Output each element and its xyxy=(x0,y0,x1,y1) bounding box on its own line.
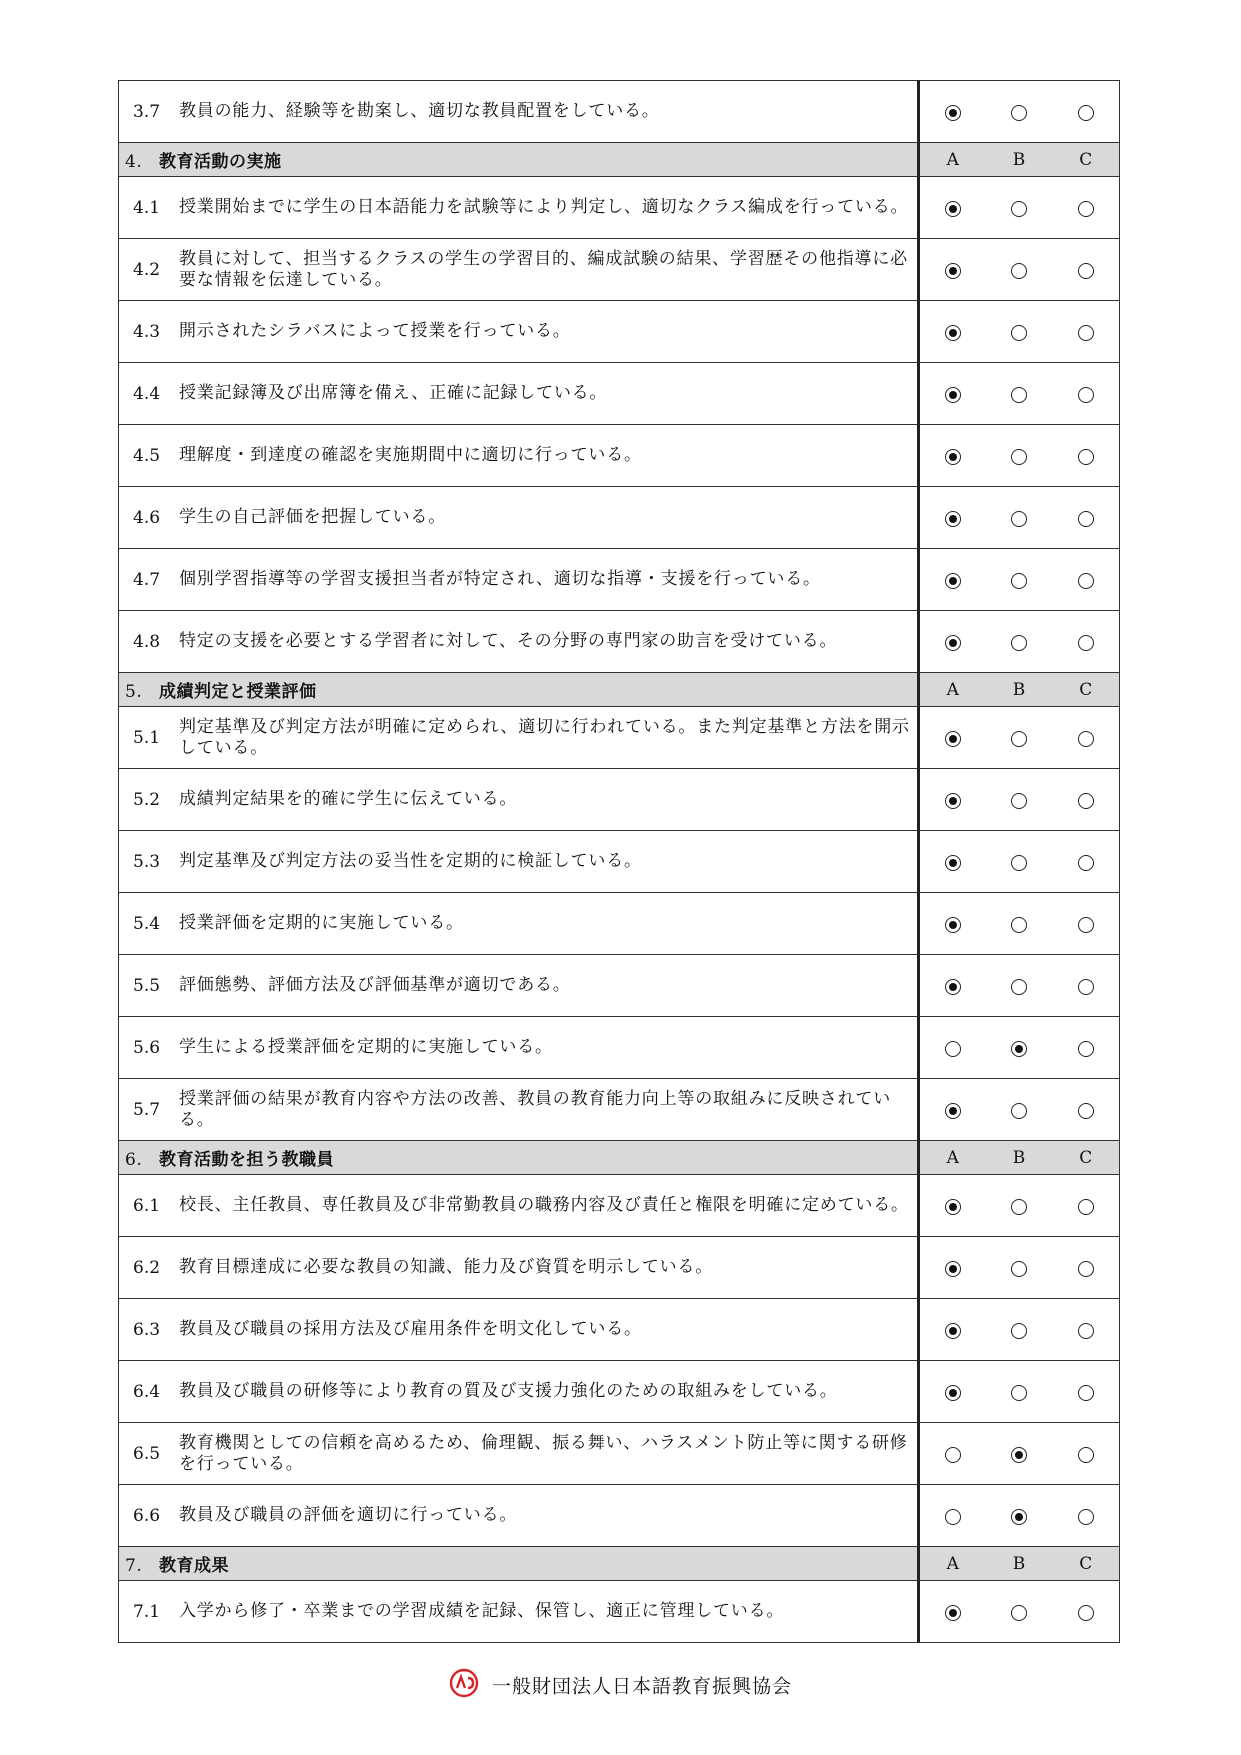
criteria-row xyxy=(119,611,1120,673)
criteria-text: 学生による授業評価を定期的に実施している。 xyxy=(179,1037,553,1057)
rating-cell-a xyxy=(919,363,986,425)
criteria-number: 6.6 xyxy=(133,1505,161,1526)
criteria-text: 授業評価の結果が教育内容や方法の改善、教員の教育能力向上等の取組みに反映されている。 xyxy=(179,1088,891,1130)
criteria-cell xyxy=(119,955,919,1017)
rating-cell-b xyxy=(986,1079,1053,1141)
radio-b-icon[interactable] xyxy=(1011,263,1027,279)
rating-cell-b xyxy=(986,177,1053,239)
criteria-row xyxy=(119,487,1120,549)
criteria-text: 開示されたシラバスによって授業を行っている。 xyxy=(179,321,571,341)
criteria-text: 教員及び職員の研修等により教育の質及び支援力強化のための取組みをしている。 xyxy=(179,1381,838,1401)
criteria-text: 学生の自己評価を把握している。 xyxy=(179,507,446,527)
criteria-row xyxy=(119,363,1120,425)
criteria-cell xyxy=(119,1423,919,1485)
criteria-text: 理解度・到達度の確認を実施期間中に適切に行っている。 xyxy=(179,445,642,465)
section-number: 6. xyxy=(125,1150,143,1170)
rating-cell-a xyxy=(919,1175,986,1237)
criteria-number: 4.4 xyxy=(133,383,161,404)
rating-cell-b xyxy=(986,1361,1053,1423)
criteria-cell xyxy=(119,81,919,143)
radio-c-icon[interactable] xyxy=(1078,855,1094,871)
criteria-number: 4.6 xyxy=(133,507,161,528)
criteria-cell xyxy=(119,1237,919,1299)
association-logo-icon xyxy=(449,1668,479,1702)
criteria-number: 5.4 xyxy=(133,913,161,934)
rating-cell-a xyxy=(919,1017,986,1079)
radio-b-icon[interactable] xyxy=(1011,1323,1027,1339)
radio-c-icon[interactable] xyxy=(1078,449,1094,465)
section-header-row xyxy=(119,143,1120,177)
criteria-number: 5.7 xyxy=(133,1099,161,1120)
rating-cell-a xyxy=(919,487,986,549)
radio-a-icon[interactable] xyxy=(945,1605,961,1621)
radio-a-icon[interactable] xyxy=(945,511,961,527)
radio-a-icon[interactable] xyxy=(945,105,961,121)
rating-cell-c xyxy=(1053,1581,1120,1643)
rating-cell-a xyxy=(919,707,986,769)
criteria-row xyxy=(119,1485,1120,1547)
radio-c-icon[interactable] xyxy=(1078,917,1094,933)
rating-cell-c xyxy=(1053,363,1120,425)
section-title xyxy=(119,143,919,177)
rating-cell-b xyxy=(986,769,1053,831)
radio-b-icon[interactable] xyxy=(1011,449,1027,465)
section-number: 7. xyxy=(125,1556,143,1576)
radio-c-icon[interactable] xyxy=(1078,1103,1094,1119)
radio-c-icon[interactable] xyxy=(1078,1605,1094,1621)
criteria-text: 特定の支援を必要とする学習者に対して、その分野の専門家の助言を受けている。 xyxy=(179,631,838,651)
criteria-cell xyxy=(119,1299,919,1361)
criteria-cell xyxy=(119,425,919,487)
criteria-cell xyxy=(119,177,919,239)
rating-cell-c xyxy=(1053,893,1120,955)
section-title xyxy=(119,673,919,707)
criteria-text: 教員の能力、経験等を勘案し、適切な教員配置をしている。 xyxy=(179,101,660,121)
radio-b-icon[interactable] xyxy=(1011,855,1027,871)
criteria-text: 授業評価を定期的に実施している。 xyxy=(179,913,464,933)
criteria-text: 個別学習指導等の学習支援担当者が特定され、適切な指導・支援を行っている。 xyxy=(179,569,821,589)
rating-cell-c xyxy=(1053,1237,1120,1299)
column-header-b: B xyxy=(986,673,1053,707)
column-header-c: C xyxy=(1053,143,1120,177)
radio-a-icon[interactable] xyxy=(945,1323,961,1339)
criteria-row xyxy=(119,301,1120,363)
criteria-row xyxy=(119,1361,1120,1423)
criteria-row xyxy=(119,1423,1120,1485)
criteria-row xyxy=(119,831,1120,893)
radio-a-icon[interactable] xyxy=(945,201,961,217)
radio-a-icon[interactable] xyxy=(945,855,961,871)
radio-c-icon[interactable] xyxy=(1078,1199,1094,1215)
radio-b-icon[interactable] xyxy=(1011,1041,1027,1057)
criteria-row xyxy=(119,707,1120,769)
criteria-cell xyxy=(119,301,919,363)
rating-cell-c xyxy=(1053,425,1120,487)
radio-b-icon[interactable] xyxy=(1011,1385,1027,1401)
radio-b-icon[interactable] xyxy=(1011,1199,1027,1215)
rating-cell-c xyxy=(1053,955,1120,1017)
radio-b-icon[interactable] xyxy=(1011,201,1027,217)
radio-c-icon[interactable] xyxy=(1078,1509,1094,1525)
criteria-cell xyxy=(119,1581,919,1643)
section-number: 4. xyxy=(125,152,143,172)
radio-b-icon[interactable] xyxy=(1011,325,1027,341)
section-label: 教育活動を担う教職員 xyxy=(159,1150,334,1170)
criteria-cell xyxy=(119,1017,919,1079)
rating-cell-b xyxy=(986,1423,1053,1485)
organization-name: 一般財団法人日本語教育振興協会 xyxy=(492,1675,793,1698)
radio-c-icon[interactable] xyxy=(1078,1385,1094,1401)
criteria-row xyxy=(119,893,1120,955)
criteria-cell xyxy=(119,893,919,955)
radio-a-icon[interactable] xyxy=(945,917,961,933)
criteria-text: 教育機関としての信頼を高めるため、倫理観、振る舞い、ハラスメント防止等に関する研修を行っている。 xyxy=(179,1432,908,1474)
rating-cell-a xyxy=(919,177,986,239)
criteria-row xyxy=(119,955,1120,1017)
rating-cell-a xyxy=(919,1361,986,1423)
column-header-c: C xyxy=(1053,1141,1120,1175)
column-header-a: A xyxy=(919,1547,986,1581)
criteria-cell xyxy=(119,831,919,893)
radio-a-icon[interactable] xyxy=(945,573,961,589)
column-header-a: A xyxy=(919,143,986,177)
criteria-row xyxy=(119,239,1120,301)
criteria-cell xyxy=(119,487,919,549)
criteria-row xyxy=(119,177,1120,239)
rating-cell-a xyxy=(919,1485,986,1547)
radio-b-icon[interactable] xyxy=(1011,387,1027,403)
rating-cell-c xyxy=(1053,1017,1120,1079)
radio-b-icon[interactable] xyxy=(1011,1103,1027,1119)
radio-c-icon[interactable] xyxy=(1078,1447,1094,1463)
radio-c-icon[interactable] xyxy=(1078,635,1094,651)
rating-cell-b xyxy=(986,487,1053,549)
criteria-number: 7.1 xyxy=(133,1601,161,1622)
criteria-number: 4.1 xyxy=(133,197,161,218)
rating-cell-b xyxy=(986,955,1053,1017)
rating-cell-c xyxy=(1053,81,1120,143)
criteria-row xyxy=(119,1581,1120,1643)
criteria-text: 成績判定結果を的確に学生に伝えている。 xyxy=(179,789,518,809)
rating-cell-b xyxy=(986,1299,1053,1361)
rating-cell-b xyxy=(986,1017,1053,1079)
radio-b-icon[interactable] xyxy=(1011,1447,1027,1463)
criteria-cell xyxy=(119,1175,919,1237)
radio-b-icon[interactable] xyxy=(1011,573,1027,589)
radio-a-icon[interactable] xyxy=(945,1509,961,1525)
section-label: 教育成果 xyxy=(159,1556,229,1576)
evaluation-table-body xyxy=(119,81,1120,1643)
section-header-row xyxy=(119,673,1120,707)
rating-cell-b xyxy=(986,893,1053,955)
criteria-row xyxy=(119,1175,1120,1237)
criteria-cell xyxy=(119,611,919,673)
rating-cell-a xyxy=(919,955,986,1017)
criteria-number: 4.2 xyxy=(133,259,161,280)
criteria-row xyxy=(119,769,1120,831)
column-header-c: C xyxy=(1053,673,1120,707)
radio-a-icon[interactable] xyxy=(945,731,961,747)
criteria-text: 教員及び職員の採用方法及び雇用条件を明文化している。 xyxy=(179,1319,642,1339)
rating-cell-c xyxy=(1053,177,1120,239)
rating-cell-c xyxy=(1053,301,1120,363)
radio-b-icon[interactable] xyxy=(1011,793,1027,809)
rating-cell-b xyxy=(986,831,1053,893)
rating-cell-a xyxy=(919,1237,986,1299)
criteria-number: 3.7 xyxy=(133,101,161,122)
criteria-number: 4.5 xyxy=(133,445,161,466)
section-header-row xyxy=(119,1141,1120,1175)
rating-cell-a xyxy=(919,239,986,301)
rating-cell-a xyxy=(919,611,986,673)
section-label: 教育活動の実施 xyxy=(159,152,282,172)
criteria-cell xyxy=(119,1079,919,1141)
rating-cell-c xyxy=(1053,611,1120,673)
criteria-text: 評価態勢、評価方法及び評価基準が適切である。 xyxy=(179,975,571,995)
rating-cell-c xyxy=(1053,1079,1120,1141)
rating-cell-b xyxy=(986,81,1053,143)
rating-cell-c xyxy=(1053,707,1120,769)
radio-a-icon[interactable] xyxy=(945,635,961,651)
radio-c-icon[interactable] xyxy=(1078,1261,1094,1277)
criteria-row xyxy=(119,1079,1120,1141)
criteria-text: 校長、主任教員、専任教員及び非常勤教員の職務内容及び責任と権限を明確に定めている。 xyxy=(179,1195,909,1215)
column-header-b: B xyxy=(986,1141,1053,1175)
criteria-number: 6.2 xyxy=(133,1257,161,1278)
criteria-number: 5.3 xyxy=(133,851,161,872)
criteria-text: 入学から修了・卒業までの学習成績を記録、保管し、適正に管理している。 xyxy=(179,1601,785,1621)
criteria-row xyxy=(119,425,1120,487)
radio-c-icon[interactable] xyxy=(1078,573,1094,589)
radio-c-icon[interactable] xyxy=(1078,511,1094,527)
radio-c-icon[interactable] xyxy=(1078,1323,1094,1339)
criteria-number: 6.3 xyxy=(133,1319,161,1340)
rating-cell-c xyxy=(1053,1175,1120,1237)
radio-a-icon[interactable] xyxy=(945,1199,961,1215)
criteria-cell xyxy=(119,1485,919,1547)
column-header-a: A xyxy=(919,1141,986,1175)
evaluation-table xyxy=(118,80,1120,1643)
section-label: 成績判定と授業評価 xyxy=(159,682,317,702)
criteria-number: 4.7 xyxy=(133,569,161,590)
rating-cell-b xyxy=(986,549,1053,611)
rating-cell-b xyxy=(986,239,1053,301)
criteria-row xyxy=(119,1237,1120,1299)
criteria-number: 6.1 xyxy=(133,1195,161,1216)
rating-cell-a xyxy=(919,1423,986,1485)
section-title xyxy=(119,1547,919,1581)
radio-b-icon[interactable] xyxy=(1011,511,1027,527)
column-header-c: C xyxy=(1053,1547,1120,1581)
rating-cell-b xyxy=(986,1237,1053,1299)
rating-cell-b xyxy=(986,611,1053,673)
rating-cell-c xyxy=(1053,549,1120,611)
radio-a-icon[interactable] xyxy=(945,387,961,403)
radio-b-icon[interactable] xyxy=(1011,731,1027,747)
criteria-cell xyxy=(119,769,919,831)
rating-cell-b xyxy=(986,1485,1053,1547)
radio-a-icon[interactable] xyxy=(945,1447,961,1463)
criteria-number: 4.3 xyxy=(133,321,161,342)
criteria-text: 教員及び職員の評価を適切に行っている。 xyxy=(179,1505,518,1525)
section-header-row xyxy=(119,1547,1120,1581)
rating-cell-a xyxy=(919,1299,986,1361)
criteria-cell xyxy=(119,707,919,769)
rating-cell-a xyxy=(919,1581,986,1643)
rating-cell-c xyxy=(1053,487,1120,549)
radio-c-icon[interactable] xyxy=(1078,1041,1094,1057)
criteria-number: 5.5 xyxy=(133,975,161,996)
criteria-number: 5.2 xyxy=(133,789,161,810)
rating-cell-a xyxy=(919,769,986,831)
rating-cell-a xyxy=(919,425,986,487)
radio-c-icon[interactable] xyxy=(1078,793,1094,809)
criteria-cell xyxy=(119,239,919,301)
radio-b-icon[interactable] xyxy=(1011,635,1027,651)
radio-b-icon[interactable] xyxy=(1011,1509,1027,1525)
rating-cell-a xyxy=(919,1079,986,1141)
criteria-row xyxy=(119,81,1120,143)
rating-cell-a xyxy=(919,301,986,363)
rating-cell-a xyxy=(919,81,986,143)
rating-cell-a xyxy=(919,549,986,611)
rating-cell-c xyxy=(1053,1299,1120,1361)
criteria-number: 6.5 xyxy=(133,1443,161,1464)
radio-a-icon[interactable] xyxy=(945,1261,961,1277)
rating-cell-b xyxy=(986,425,1053,487)
rating-cell-b xyxy=(986,707,1053,769)
radio-c-icon[interactable] xyxy=(1078,387,1094,403)
radio-a-icon[interactable] xyxy=(945,325,961,341)
radio-a-icon[interactable] xyxy=(945,1385,961,1401)
criteria-text: 教員に対して、担当するクラスの学生の学習目的、編成試験の結果、学習歴その他指導に必要な情報を伝達している。 xyxy=(179,248,908,290)
criteria-number: 5.1 xyxy=(133,727,161,748)
radio-c-icon[interactable] xyxy=(1078,731,1094,747)
rating-cell-a xyxy=(919,893,986,955)
rating-cell-b xyxy=(986,1175,1053,1237)
radio-a-icon[interactable] xyxy=(945,979,961,995)
radio-c-icon[interactable] xyxy=(1078,979,1094,995)
radio-c-icon[interactable] xyxy=(1078,263,1094,279)
column-header-b: B xyxy=(986,1547,1053,1581)
criteria-row xyxy=(119,1299,1120,1361)
criteria-row xyxy=(119,1017,1120,1079)
column-header-a: A xyxy=(919,673,986,707)
radio-c-icon[interactable] xyxy=(1078,201,1094,217)
radio-b-icon[interactable] xyxy=(1011,1261,1027,1277)
radio-b-icon[interactable] xyxy=(1011,979,1027,995)
radio-a-icon[interactable] xyxy=(945,263,961,279)
rating-cell-c xyxy=(1053,769,1120,831)
radio-b-icon[interactable] xyxy=(1011,105,1027,121)
criteria-number: 5.6 xyxy=(133,1037,161,1058)
criteria-cell xyxy=(119,549,919,611)
page-footer xyxy=(0,1668,1241,1702)
rating-cell-a xyxy=(919,831,986,893)
radio-c-icon[interactable] xyxy=(1078,325,1094,341)
section-title xyxy=(119,1141,919,1175)
criteria-cell xyxy=(119,1361,919,1423)
radio-a-icon[interactable] xyxy=(945,1041,961,1057)
column-header-b: B xyxy=(986,143,1053,177)
rating-cell-c xyxy=(1053,831,1120,893)
rating-cell-b xyxy=(986,301,1053,363)
radio-c-icon[interactable] xyxy=(1078,105,1094,121)
criteria-text: 判定基準及び判定方法が明確に定められ、適切に行われている。また判定基準と方法を開示している。 xyxy=(179,716,910,758)
criteria-number: 4.8 xyxy=(133,631,161,652)
radio-b-icon[interactable] xyxy=(1011,1605,1027,1621)
section-number: 5. xyxy=(125,682,143,702)
radio-b-icon[interactable] xyxy=(1011,917,1027,933)
rating-cell-c xyxy=(1053,1361,1120,1423)
radio-a-icon[interactable] xyxy=(945,449,961,465)
rating-cell-c xyxy=(1053,1423,1120,1485)
radio-a-icon[interactable] xyxy=(945,793,961,809)
rating-cell-b xyxy=(986,1581,1053,1643)
criteria-row xyxy=(119,549,1120,611)
criteria-text: 授業記録簿及び出席簿を備え、正確に記録している。 xyxy=(179,383,608,403)
rating-cell-c xyxy=(1053,239,1120,301)
criteria-cell xyxy=(119,363,919,425)
criteria-text: 教育目標達成に必要な教員の知識、能力及び資質を明示している。 xyxy=(179,1257,713,1277)
criteria-number: 6.4 xyxy=(133,1381,161,1402)
radio-a-icon[interactable] xyxy=(945,1103,961,1119)
criteria-text: 授業開始までに学生の日本語能力を試験等により判定し、適切なクラス編成を行っている。 xyxy=(179,197,909,217)
rating-cell-c xyxy=(1053,1485,1120,1547)
criteria-text: 判定基準及び判定方法の妥当性を定期的に検証している。 xyxy=(179,851,642,871)
rating-cell-b xyxy=(986,363,1053,425)
